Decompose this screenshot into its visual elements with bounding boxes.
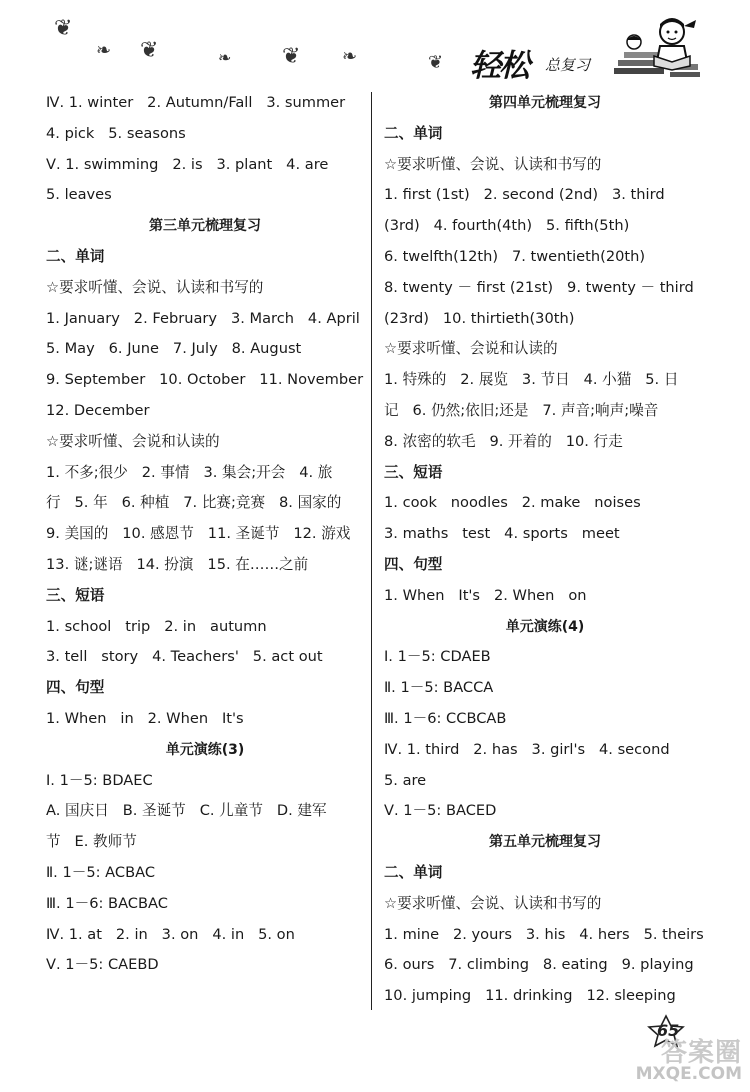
brand-subtitle: 总复习 xyxy=(545,56,591,74)
answer-line: 1. 特殊的 2. 展览 3. 节日 4. 小猫 5. 日 xyxy=(384,371,679,389)
answer-line: Ⅳ. 1. winter 2. Autumn/Fall 3. summer xyxy=(46,94,346,111)
answer-line: 6. twelfth(12th) 7. twentieth(20th) xyxy=(384,247,646,265)
answer-line: 6. ours 7. climbing 8. eating 9. playing xyxy=(384,956,694,974)
answer-line: 13. 谜;谜语 14. 扮演 15. 在……之前 xyxy=(46,555,309,573)
answer-line: (3rd) 4. fourth(4th) 5. fifth(5th) xyxy=(384,217,630,235)
answer-line: 5. leaves xyxy=(46,186,112,204)
leaf-icon: ❦ xyxy=(282,44,301,69)
section-heading: 二、单词 xyxy=(384,863,443,881)
answer-line: 1. 不多;很少 2. 事情 3. 集会;开会 4. 旅 xyxy=(46,463,333,481)
leaf-icon: ❧ xyxy=(96,40,112,61)
answer-line: 5. May 6. June 7. July 8. August xyxy=(46,340,302,358)
answer-line: 5. are xyxy=(384,771,427,789)
watermark-url: MXQE.COM xyxy=(635,1064,742,1084)
section-heading: 二、单词 xyxy=(46,247,105,265)
leaf-icon: ❧ xyxy=(342,46,358,67)
answer-line: Ⅲ. 1－6: CCBCAB xyxy=(384,709,507,727)
section-title: 第三单元梳理复习 xyxy=(149,218,261,235)
answer-line: 节 E. 教师节 xyxy=(46,833,137,851)
answer-line: 3. maths test 4. sports meet xyxy=(384,525,620,543)
section-heading: 四、句型 xyxy=(46,679,105,697)
page-number: 65 xyxy=(657,1021,680,1040)
brand-logo: 轻松 xyxy=(470,48,528,84)
watermark: 答案圈 xyxy=(660,1038,742,1068)
leaf-icon: ❧ xyxy=(218,48,232,67)
answer-line: Ⅳ. 1. third 2. has 3. girl's 4. second xyxy=(384,740,670,758)
reading-child-icon xyxy=(610,16,702,86)
page-header xyxy=(0,0,750,88)
answer-line: Ⅰ. 1－5: CDAEB xyxy=(384,648,491,666)
answer-line: 1. mine 2. yours 3. his 4. hers 5. theirs xyxy=(384,925,704,943)
answer-line: ☆要求听懂、会说、认读和书写的 xyxy=(384,155,602,173)
answer-line: 3. tell story 4. Teachers' 5. act out xyxy=(46,648,323,666)
answer-line: 8. 浓密的软毛 9. 开着的 10. 行走 xyxy=(384,432,623,450)
answer-line: ☆要求听懂、会说和认读的 xyxy=(384,340,558,358)
answer-line: 9. 美国的 10. 感恩节 11. 圣诞节 12. 游戏 xyxy=(46,525,351,543)
section-title: 第四单元梳理复习 xyxy=(489,95,601,111)
answer-line: Ⅴ. 1. swimming 2. is 3. plant 4. are xyxy=(46,155,329,173)
section-title: 第五单元梳理复习 xyxy=(489,834,601,851)
answer-line: (23rd) 10. thirtieth(30th) xyxy=(384,309,575,327)
answer-line: 12. December xyxy=(46,401,150,419)
answer-line: 记 6. 仍然;依旧;还是 7. 声音;响声;噪音 xyxy=(384,401,659,419)
answer-line: 9. September 10. October 11. November xyxy=(46,371,364,389)
leaf-icon: ❦ xyxy=(140,38,159,63)
answer-line: ☆要求听懂、会说和认读的 xyxy=(46,432,220,450)
section-title: 单元演练(4) xyxy=(505,618,585,635)
section-heading: 二、单词 xyxy=(384,124,443,142)
answer-line: 8. twenty － first (21st) 9. twenty － third xyxy=(384,278,694,296)
answer-line: Ⅱ. 1－5: BACCA xyxy=(384,679,494,697)
answer-line: ☆要求听懂、会说、认读和书写的 xyxy=(384,894,602,912)
answer-line: Ⅴ. 1－5: CAEBD xyxy=(46,956,159,974)
answer-line: 10. jumping 11. drinking 12. sleeping xyxy=(384,987,676,1005)
leaf-icon: ❦ xyxy=(54,16,73,41)
answer-line: 1. When in 2. When It's xyxy=(46,709,244,727)
answer-line: 4. pick 5. seasons xyxy=(46,124,186,142)
section-heading: 三、短语 xyxy=(384,463,443,481)
leaf-icon: ❦ xyxy=(428,52,444,73)
answer-line: 1. When It's 2. When on xyxy=(384,586,587,604)
answer-line: Ⅰ. 1－5: BDAEC xyxy=(46,771,153,789)
answer-line: 行 5. 年 6. 种植 7. 比赛;竞赛 8. 国家的 xyxy=(46,494,342,512)
answer-line: 1. first (1st) 2. second (2nd) 3. third xyxy=(384,186,665,204)
answer-line: ☆要求听懂、会说、认读和书写的 xyxy=(46,278,264,296)
section-heading: 四、句型 xyxy=(384,555,443,573)
section-heading: 三、短语 xyxy=(46,586,105,604)
answer-line: A. 国庆日 B. 圣诞节 C. 儿童节 D. 建军 xyxy=(46,802,327,820)
right-column xyxy=(384,88,706,1012)
column-divider xyxy=(371,92,372,1010)
answer-line: 1. January 2. February 3. March 4. April xyxy=(46,309,360,327)
answer-line: Ⅱ. 1－5: ACBAC xyxy=(46,863,156,881)
left-column xyxy=(46,88,364,981)
answer-line: Ⅴ. 1－5: BACED xyxy=(384,802,497,820)
answer-line: Ⅳ. 1. at 2. in 3. on 4. in 5. on xyxy=(46,925,295,943)
section-title: 单元演练(3) xyxy=(165,741,245,758)
answer-line: Ⅲ. 1－6: BACBAC xyxy=(46,894,168,912)
answer-line: 1. cook noodles 2. make noises xyxy=(384,494,641,512)
answer-line: 1. school trip 2. in autumn xyxy=(46,617,267,635)
